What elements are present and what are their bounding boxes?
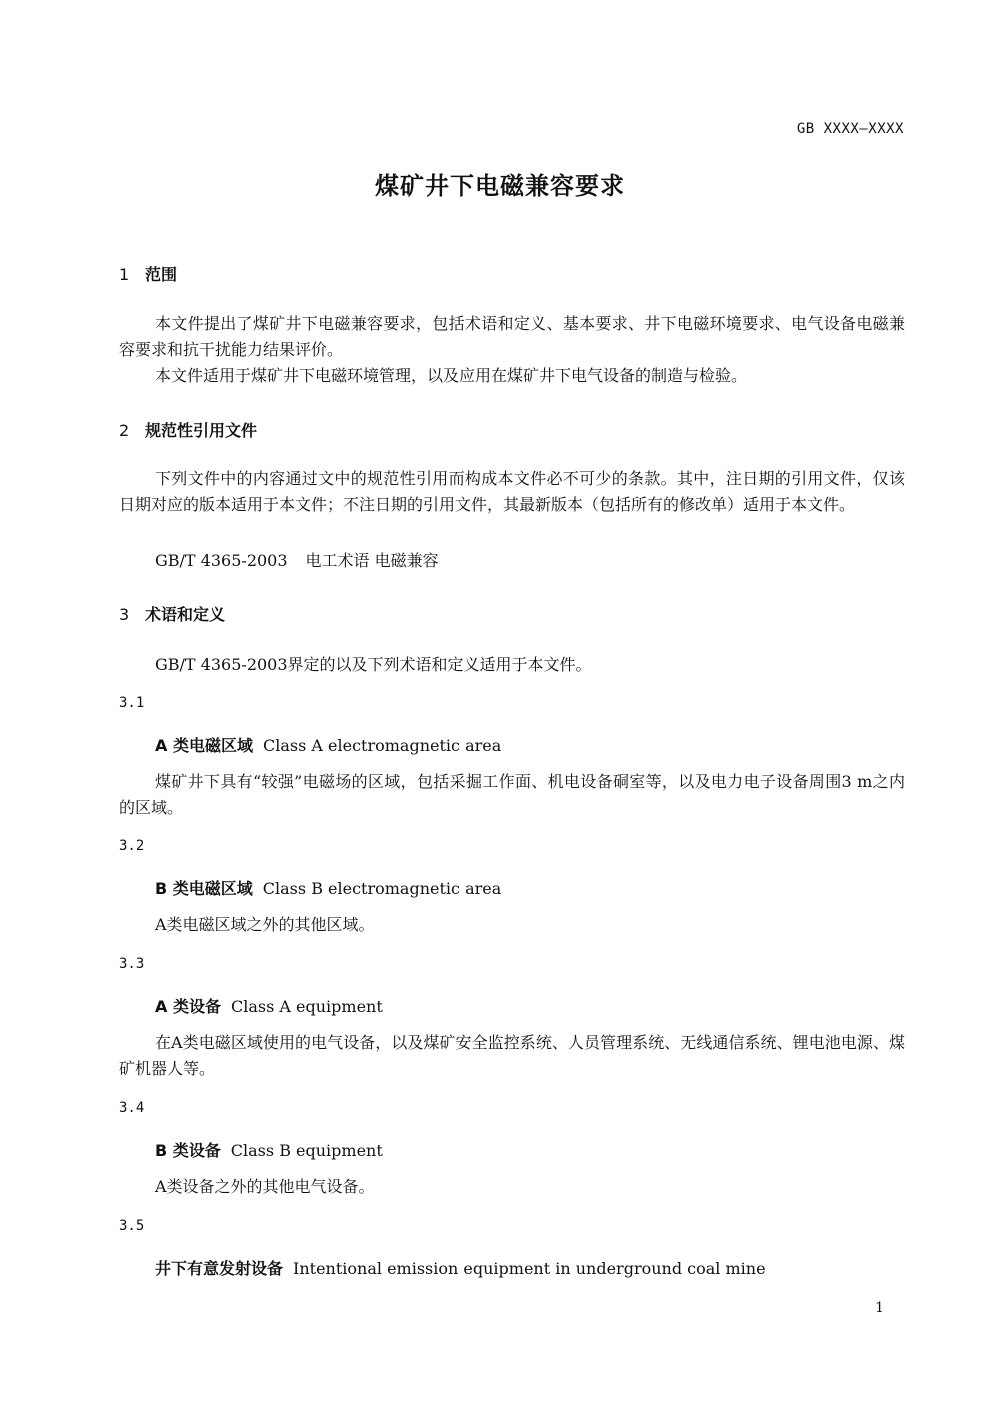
term-definition: 在A类电磁区域使用的电气设备，以及煤矿安全监控系统、人员管理系统、无线通信系统、锂电池电源、煤矿机器人等。	[119, 1033, 905, 1078]
term-en: Class B equipment	[230, 1141, 383, 1160]
page-number: 1	[875, 1300, 884, 1316]
term-number: 3.2	[119, 838, 145, 854]
term-en: Class B electromagnetic area	[262, 879, 502, 898]
term-heading	[155, 876, 501, 899]
term-heading	[155, 994, 383, 1017]
section-number: 1	[119, 265, 130, 284]
term-en: Class A electromagnetic area	[262, 736, 502, 755]
reference-entry	[155, 548, 439, 571]
term-number: 3.5	[119, 1218, 145, 1234]
term-definition: A类电磁区域之外的其他区域。	[155, 915, 375, 934]
scope-paragraph-1: 本文件提出了煤矿井下电磁兼容要求，包括术语和定义、基本要求、井下电磁环境要求、电气设备电磁兼容要求和抗干扰能力结果评价。	[119, 314, 905, 359]
term-cn: A 类设备	[155, 997, 221, 1016]
document-title: 煤矿井下电磁兼容要求	[375, 172, 625, 200]
section-title: 范围	[145, 265, 178, 284]
term-heading	[155, 733, 501, 756]
reference-title: 电工术语 电磁兼容	[305, 551, 439, 570]
term-heading	[155, 1256, 766, 1279]
term-en: Intentional emission equipment in underground coal mine	[293, 1259, 766, 1278]
section-heading-scope	[119, 262, 177, 285]
section-heading-references	[119, 418, 257, 441]
terms-intro: GB/T 4365-2003界定的以及下列术语和定义适用于本文件。	[155, 655, 592, 674]
section-number: 3	[119, 605, 130, 624]
references-paragraph: 下列文件中的内容通过文中的规范性引用而构成本文件必不可少的条款。其中，注日期的引用文件，仅该日期对应的版本适用于本文件；不注日期的引用文件，其最新版本（包括所有的修改单）适用于本文件。	[119, 469, 905, 514]
term-definition: 煤矿井下具有“较强”电磁场的区域，包括采掘工作面、机电设备硐室等，以及电力电子设备周围3 m之内的区域。	[119, 772, 905, 817]
term-cn: B 类设备	[155, 1141, 221, 1160]
term-definition: A类设备之外的其他电气设备。	[155, 1177, 375, 1196]
document-code: GB XXXX—XXXX	[796, 121, 904, 137]
section-heading-terms	[119, 602, 225, 625]
term-en: Class A equipment	[230, 997, 383, 1016]
section-number: 2	[119, 421, 130, 440]
term-cn: 井下有意发射设备	[155, 1259, 284, 1278]
section-title: 术语和定义	[145, 605, 226, 624]
term-number: 3.4	[119, 1100, 145, 1116]
term-number: 3.3	[119, 956, 145, 972]
term-cn: A 类电磁区域	[155, 736, 253, 755]
term-number: 3.1	[119, 695, 145, 711]
scope-paragraph-2: 本文件适用于煤矿井下电磁环境管理，以及应用在煤矿井下电气设备的制造与检验。	[155, 366, 748, 385]
term-heading	[155, 1138, 383, 1161]
reference-code: GB/T 4365-2003	[155, 551, 288, 570]
section-title: 规范性引用文件	[145, 421, 258, 440]
term-cn: B 类电磁区域	[155, 879, 253, 898]
